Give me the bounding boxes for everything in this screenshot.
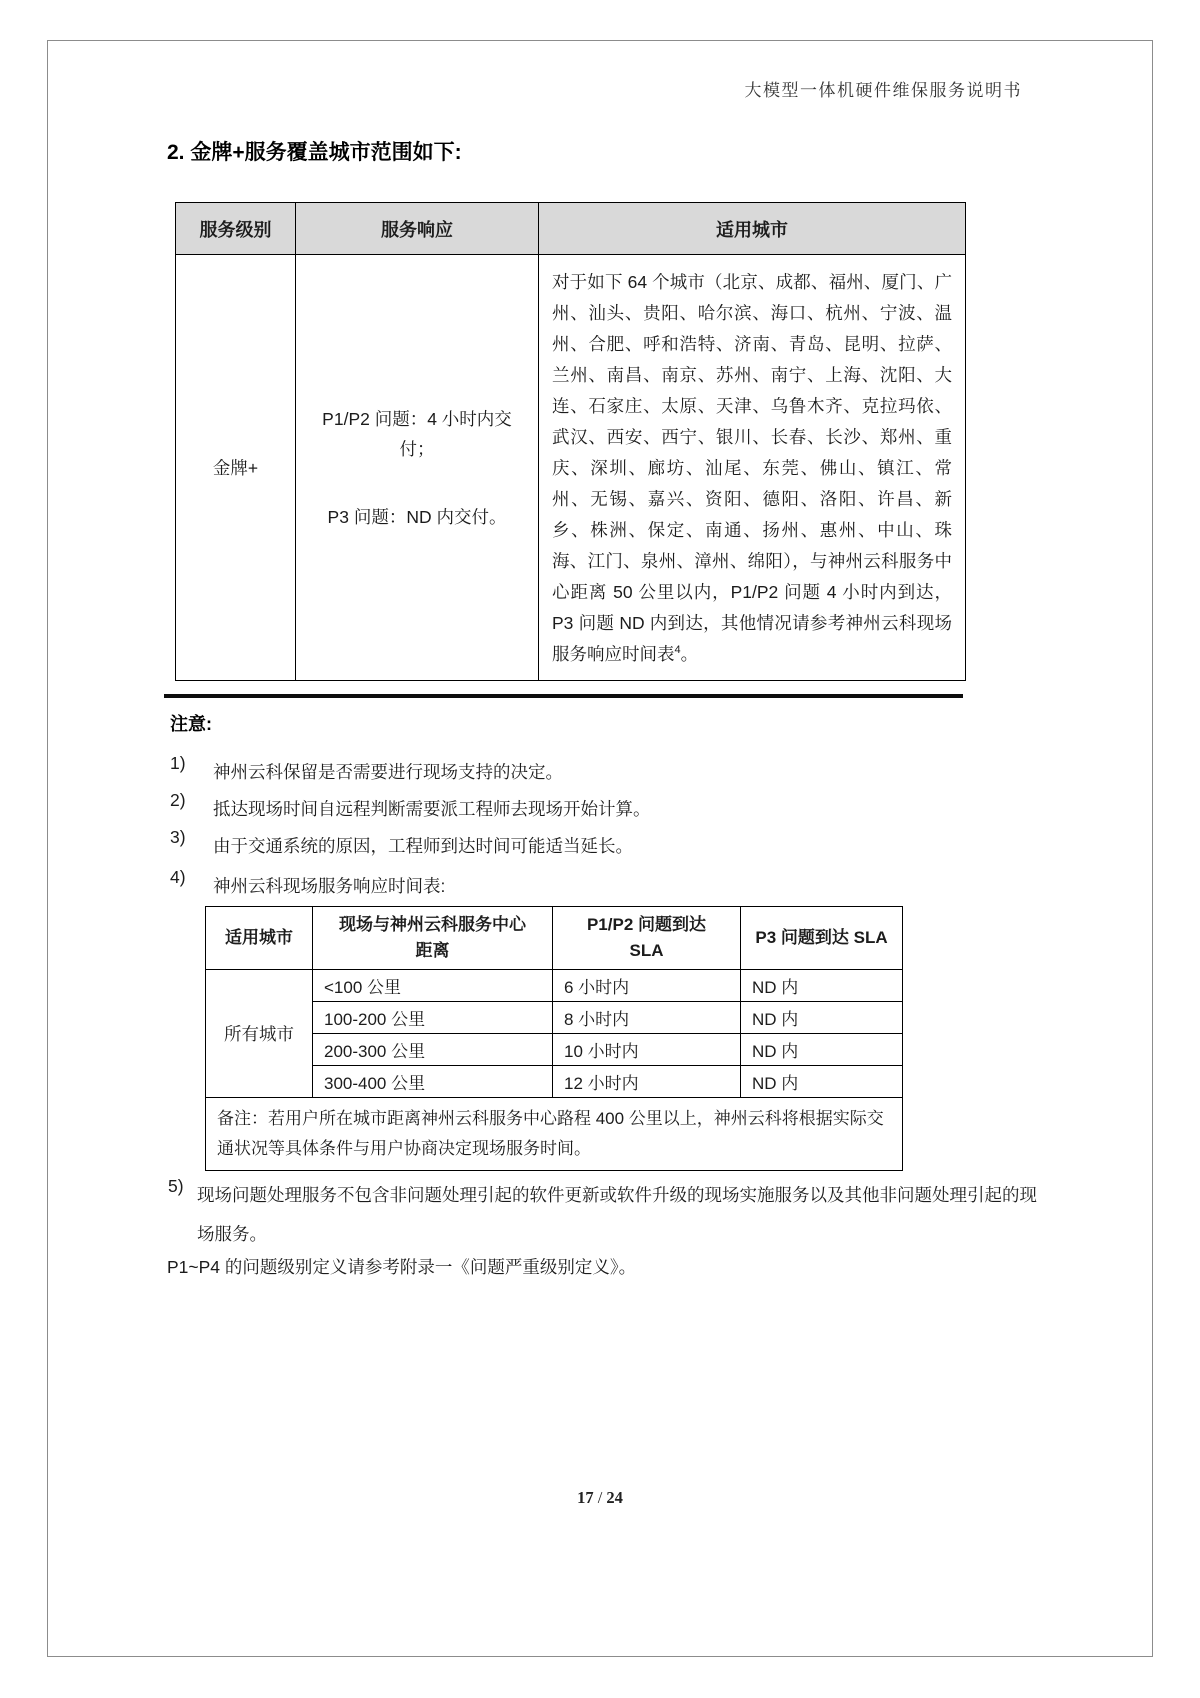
page-number-separator: / <box>593 1488 607 1507</box>
service-coverage-table <box>175 202 966 681</box>
p12-sla-cell-4: 12 小时内 <box>553 1066 741 1098</box>
t2-header-p12-sla <box>553 907 741 970</box>
t1-header-service-response: 服务响应 <box>296 203 539 255</box>
t2-header-distance-line1: 现场与神州云科服务中心 <box>339 915 526 934</box>
page-footer <box>0 1488 1200 1508</box>
service-response-cell <box>296 255 539 681</box>
note-item-4-text: 神州云科现场服务响应时间表: <box>213 876 446 896</box>
onsite-table-remark-row <box>206 1098 903 1171</box>
response-line-p3: P3 问题：ND 内交付。 <box>327 506 507 527</box>
p12-sla-cell-3: 10 小时内 <box>553 1034 741 1066</box>
service-coverage-data-row <box>176 255 966 681</box>
t1-header-applicable-cities: 适用城市 <box>539 203 966 255</box>
p3-sla-cell-4: ND 内 <box>741 1066 903 1098</box>
onsite-table-row-1 <box>206 970 903 1002</box>
t2-header-p3-sla <box>741 907 903 970</box>
cities-paragraph-end: 。 <box>680 644 699 664</box>
distance-cell-2: 100-200 公里 <box>313 1002 553 1034</box>
document-header-title: 大模型一体机硬件维保服务说明书 <box>744 81 1022 100</box>
service-coverage-header-row <box>176 203 966 255</box>
note-item-3-number: 3) <box>170 827 186 847</box>
distance-cell-3: 200-300 公里 <box>313 1034 553 1066</box>
t2-header-distance-line2: 距离 <box>415 941 450 960</box>
t2-header-p12-sla-line2: SLA <box>629 941 664 960</box>
t2-header-distance <box>313 907 553 970</box>
distance-cell-4: 300-400 公里 <box>313 1066 553 1098</box>
note-item-1-text: 神州云科保留是否需要进行现场支持的决定。 <box>213 762 563 782</box>
closing-paragraph: P1~P4 的问题级别定义请参考附录一《问题严重级别定义》。 <box>167 1257 637 1277</box>
note-item-3-text: 由于交通系统的原因，工程师到达时间可能适当延长。 <box>213 836 633 856</box>
page-number-current: 17 <box>577 1488 594 1507</box>
t2-header-applicable-cities <box>206 907 313 970</box>
note-item-4-number: 4) <box>170 867 186 887</box>
p3-sla-cell-3: ND 内 <box>741 1034 903 1066</box>
t2-header-p3-sla-line: P3 问题到达 SLA <box>755 928 888 947</box>
footnote-ref-4: 4 <box>674 644 681 657</box>
p12-sla-cell-1: 6 小时内 <box>553 970 741 1002</box>
page-number-total: 24 <box>606 1488 623 1507</box>
distance-cell-1: <100 公里 <box>313 970 553 1002</box>
service-level-cell: 金牌+ <box>176 255 296 681</box>
onsite-response-time-table <box>205 906 903 1171</box>
cities-paragraph: 对于如下 64 个城市（北京、成都、福州、厦门、广州、汕头、贵阳、哈尔滨、海口、杭州、宁波、温州、合肥、呼和浩特、济南、青岛、昆明、拉萨、兰州、南昌、南京、苏州、南宁、上海、沈阳、大连、石家庄、太原、天津、乌鲁木齐、克拉玛依、武汉、西安、西宁、银川、长春、长沙、郑州、重庆、深圳、廊坊、汕尾、东莞、佛山、镇江、常州、无锡、嘉兴、资阳、德阳、洛阳、许昌、新乡、株洲、保定、南通、扬州、惠州、中山、珠海、江门、泉州、漳州、绵阳），与神州云科服务中心距离 50 公里以内，P1/P2 问题 4 小时内到达，P3 问题 ND 内到达，其他情况请参考神州云科现场服务响应时间表 <box>552 272 952 664</box>
note-item-2-number: 2) <box>170 790 186 810</box>
p12-sla-cell-2: 8 小时内 <box>553 1002 741 1034</box>
city-scope-cell: 所有城市 <box>206 970 313 1098</box>
response-line-p1p2: P1/P2 问题：4 小时内交付； <box>322 408 512 459</box>
t2-header-p12-sla-line1: P1/P2 问题到达 <box>586 915 707 934</box>
p3-sla-cell-1: ND 内 <box>741 970 903 1002</box>
t1-header-service-level: 服务级别 <box>176 203 296 255</box>
note-item-1-number: 1) <box>170 753 186 773</box>
p3-sla-cell-2: ND 内 <box>741 1002 903 1034</box>
note-item-5-text: 现场问题处理服务不包含非问题处理引起的软件更新或软件升级的现场实施服务以及其他非问题处理引起的现场服务。 <box>197 1185 1037 1244</box>
t2-header-applicable-cities-line: 适用城市 <box>225 928 293 947</box>
note-item-2-text: 抵达现场时间自远程判断需要派工程师去现场开始计算。 <box>213 799 651 819</box>
horizontal-rule <box>164 694 963 698</box>
section-title: 2. 金牌+服务覆盖城市范围如下: <box>167 141 462 164</box>
notes-label: 注意: <box>170 714 212 734</box>
onsite-table-header-row <box>206 907 903 970</box>
note-item-5-number: 5) <box>168 1176 184 1196</box>
applicable-cities-cell <box>539 255 966 681</box>
remark-cell: 备注：若用户所在城市距离神州云科服务中心路程 400 公里以上，神州云科将根据实际交通状况等具体条件与用户协商决定现场服务时间。 <box>206 1098 903 1171</box>
